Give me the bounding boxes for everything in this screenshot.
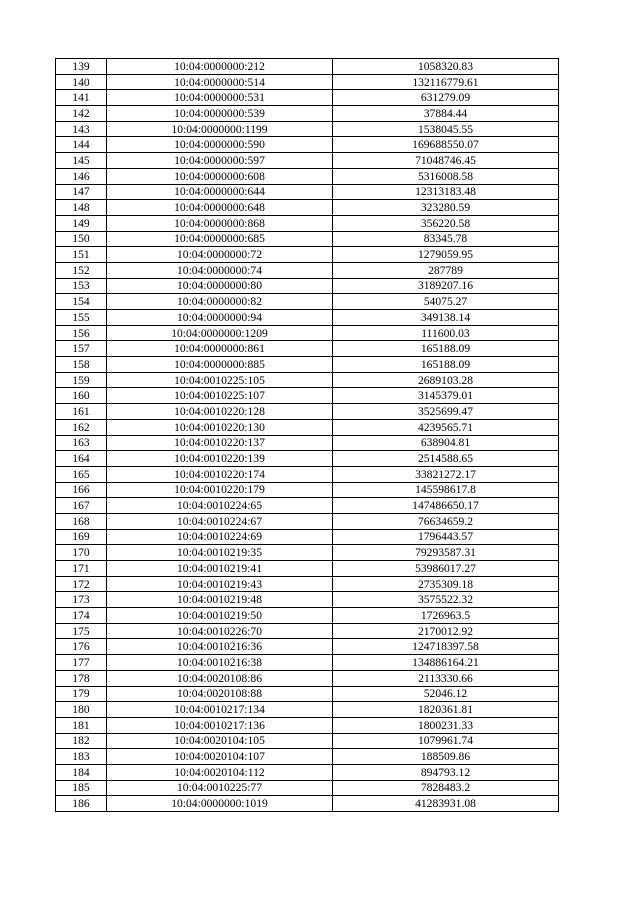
row-index-cell: 170: [56, 545, 107, 561]
table-row: [56, 796, 559, 812]
cadastral-number-cell: 10:04:0000000:539: [107, 106, 333, 122]
table-row: [56, 670, 559, 686]
amount-cell: 1079961.74: [333, 733, 559, 749]
amount-cell: 3189207.16: [333, 278, 559, 294]
table-row: [56, 262, 559, 278]
cadastral-number-cell: 10:04:0000000:608: [107, 168, 333, 184]
table-row: [56, 639, 559, 655]
row-index-cell: 156: [56, 325, 107, 341]
row-index-cell: 152: [56, 262, 107, 278]
table-row: [56, 121, 559, 137]
row-index-cell: 141: [56, 90, 107, 106]
amount-cell: 1279059.95: [333, 247, 559, 263]
cadastral-number-cell: 10:04:0010224:65: [107, 498, 333, 514]
amount-cell: 356220.58: [333, 215, 559, 231]
table-row: [56, 592, 559, 608]
row-index-cell: 151: [56, 247, 107, 263]
table-row: [56, 451, 559, 467]
amount-cell: 894793.12: [333, 764, 559, 780]
amount-cell: 1538045.55: [333, 121, 559, 137]
cadastral-number-cell: 10:04:0000000:861: [107, 341, 333, 357]
cadastral-number-cell: 10:04:0000000:1209: [107, 325, 333, 341]
amount-cell: 145598617.8: [333, 482, 559, 498]
row-index-cell: 160: [56, 388, 107, 404]
amount-cell: 1058320.83: [333, 59, 559, 75]
table-row: [56, 545, 559, 561]
amount-cell: 52046.12: [333, 686, 559, 702]
cadastral-number-cell: 10:04:0000000:94: [107, 310, 333, 326]
table-row: [56, 231, 559, 247]
row-index-cell: 183: [56, 749, 107, 765]
amount-cell: 124718397.58: [333, 639, 559, 655]
cadastral-number-cell: 10:04:0000000:80: [107, 278, 333, 294]
table-row: [56, 168, 559, 184]
amount-cell: 12313183.48: [333, 184, 559, 200]
amount-cell: 37884.44: [333, 106, 559, 122]
cadastral-number-cell: 10:04:0010225:105: [107, 372, 333, 388]
table-row: [56, 576, 559, 592]
amount-cell: 41283931.08: [333, 796, 559, 812]
table-row: [56, 90, 559, 106]
cadastral-number-cell: 10:04:0010216:36: [107, 639, 333, 655]
cadastral-number-cell: 10:04:0010220:128: [107, 404, 333, 420]
table-row: [56, 482, 559, 498]
amount-cell: 3575522.32: [333, 592, 559, 608]
row-index-cell: 174: [56, 608, 107, 624]
table-row: [56, 561, 559, 577]
row-index-cell: 173: [56, 592, 107, 608]
row-index-cell: 163: [56, 435, 107, 451]
row-index-cell: 180: [56, 702, 107, 718]
cadastral-number-cell: 10:04:0010217:136: [107, 717, 333, 733]
cadastral-number-cell: 10:04:0020104:107: [107, 749, 333, 765]
row-index-cell: 177: [56, 655, 107, 671]
table-row: [56, 215, 559, 231]
cadastral-number-cell: 10:04:0000000:644: [107, 184, 333, 200]
amount-cell: 53986017.27: [333, 561, 559, 577]
amount-cell: 83345.78: [333, 231, 559, 247]
table-row: [56, 106, 559, 122]
table-row: [56, 435, 559, 451]
row-index-cell: 154: [56, 294, 107, 310]
amount-cell: 71048746.45: [333, 153, 559, 169]
row-index-cell: 176: [56, 639, 107, 655]
table-row: [56, 294, 559, 310]
amount-cell: 1820361.81: [333, 702, 559, 718]
amount-cell: 111600.03: [333, 325, 559, 341]
table-row: [56, 702, 559, 718]
cadastral-number-cell: 10:04:0010219:50: [107, 608, 333, 624]
cadastral-number-cell: 10:04:0020108:88: [107, 686, 333, 702]
table-row: [56, 184, 559, 200]
table-row: [56, 686, 559, 702]
cadastral-number-cell: 10:04:0000000:1199: [107, 121, 333, 137]
amount-cell: 287789: [333, 262, 559, 278]
table-row: [56, 733, 559, 749]
cadastral-number-cell: 10:04:0000000:74: [107, 262, 333, 278]
row-index-cell: 139: [56, 59, 107, 75]
table-row: [56, 372, 559, 388]
row-index-cell: 169: [56, 529, 107, 545]
table-body: [56, 59, 559, 812]
row-index-cell: 147: [56, 184, 107, 200]
cadastral-number-cell: 10:04:0010217:134: [107, 702, 333, 718]
cadastral-number-cell: 10:04:0000000:1019: [107, 796, 333, 812]
row-index-cell: 140: [56, 74, 107, 90]
amount-cell: 165188.09: [333, 341, 559, 357]
row-index-cell: 158: [56, 357, 107, 373]
row-index-cell: 168: [56, 513, 107, 529]
row-index-cell: 171: [56, 561, 107, 577]
table-row: [56, 749, 559, 765]
table-row: [56, 498, 559, 514]
cadastral-number-cell: 10:04:0010225:77: [107, 780, 333, 796]
row-index-cell: 186: [56, 796, 107, 812]
cadastral-number-cell: 10:04:0000000:514: [107, 74, 333, 90]
cadastral-number-cell: 10:04:0010220:139: [107, 451, 333, 467]
amount-cell: 1726963.5: [333, 608, 559, 624]
row-index-cell: 150: [56, 231, 107, 247]
table-row: [56, 623, 559, 639]
row-index-cell: 144: [56, 137, 107, 153]
row-index-cell: 162: [56, 419, 107, 435]
row-index-cell: 153: [56, 278, 107, 294]
amount-cell: 638904.81: [333, 435, 559, 451]
amount-cell: 2689103.28: [333, 372, 559, 388]
cadastral-number-cell: 10:04:0020104:112: [107, 764, 333, 780]
row-index-cell: 142: [56, 106, 107, 122]
cadastral-number-cell: 10:04:0020104:105: [107, 733, 333, 749]
cadastral-number-cell: 10:04:0000000:648: [107, 200, 333, 216]
amount-cell: 54075.27: [333, 294, 559, 310]
cadastral-number-cell: 10:04:0000000:685: [107, 231, 333, 247]
cadastral-number-cell: 10:04:0000000:72: [107, 247, 333, 263]
row-index-cell: 149: [56, 215, 107, 231]
row-index-cell: 172: [56, 576, 107, 592]
cadastral-number-cell: 10:04:0010226:70: [107, 623, 333, 639]
amount-cell: 323280.59: [333, 200, 559, 216]
data-table: [55, 58, 559, 812]
cadastral-number-cell: 10:04:0010216:38: [107, 655, 333, 671]
cadastral-number-cell: 10:04:0020108:86: [107, 670, 333, 686]
amount-cell: 7828483.2: [333, 780, 559, 796]
table-row: [56, 608, 559, 624]
row-index-cell: 185: [56, 780, 107, 796]
amount-cell: 1796443.57: [333, 529, 559, 545]
amount-cell: 2735309.18: [333, 576, 559, 592]
amount-cell: 169688550.07: [333, 137, 559, 153]
table-row: [56, 310, 559, 326]
table-row: [56, 153, 559, 169]
table-row: [56, 59, 559, 75]
table-row: [56, 655, 559, 671]
row-index-cell: 161: [56, 404, 107, 420]
table-row: [56, 278, 559, 294]
cadastral-number-cell: 10:04:0000000:212: [107, 59, 333, 75]
cadastral-number-cell: 10:04:0000000:885: [107, 357, 333, 373]
amount-cell: 631279.09: [333, 90, 559, 106]
table-row: [56, 325, 559, 341]
cadastral-number-cell: 10:04:0010220:174: [107, 466, 333, 482]
amount-cell: 79293587.31: [333, 545, 559, 561]
row-index-cell: 164: [56, 451, 107, 467]
table-row: [56, 357, 559, 373]
amount-cell: 33821272.17: [333, 466, 559, 482]
table-row: [56, 513, 559, 529]
cadastral-number-cell: 10:04:0010224:67: [107, 513, 333, 529]
amount-cell: 5316008.58: [333, 168, 559, 184]
table-row: [56, 74, 559, 90]
row-index-cell: 178: [56, 670, 107, 686]
row-index-cell: 167: [56, 498, 107, 514]
row-index-cell: 145: [56, 153, 107, 169]
table-row: [56, 404, 559, 420]
row-index-cell: 159: [56, 372, 107, 388]
cadastral-number-cell: 10:04:0010220:130: [107, 419, 333, 435]
row-index-cell: 143: [56, 121, 107, 137]
amount-cell: 2170012.92: [333, 623, 559, 639]
cadastral-number-cell: 10:04:0000000:82: [107, 294, 333, 310]
amount-cell: 147486650.17: [333, 498, 559, 514]
table-row: [56, 419, 559, 435]
cadastral-number-cell: 10:04:0000000:597: [107, 153, 333, 169]
table-row: [56, 247, 559, 263]
table-row: [56, 780, 559, 796]
table-row: [56, 764, 559, 780]
amount-cell: 132116779.61: [333, 74, 559, 90]
cadastral-number-cell: 10:04:0010224:69: [107, 529, 333, 545]
cadastral-number-cell: 10:04:0010220:137: [107, 435, 333, 451]
table-row: [56, 137, 559, 153]
amount-cell: 188509.86: [333, 749, 559, 765]
amount-cell: 349138.14: [333, 310, 559, 326]
amount-cell: 134886164.21: [333, 655, 559, 671]
amount-cell: 4239565.71: [333, 419, 559, 435]
table-row: [56, 466, 559, 482]
row-index-cell: 175: [56, 623, 107, 639]
row-index-cell: 179: [56, 686, 107, 702]
cadastral-number-cell: 10:04:0000000:868: [107, 215, 333, 231]
cadastral-number-cell: 10:04:0010225:107: [107, 388, 333, 404]
amount-cell: 3525699.47: [333, 404, 559, 420]
table-row: [56, 529, 559, 545]
cadastral-number-cell: 10:04:0010220:179: [107, 482, 333, 498]
table-row: [56, 717, 559, 733]
row-index-cell: 146: [56, 168, 107, 184]
row-index-cell: 184: [56, 764, 107, 780]
row-index-cell: 157: [56, 341, 107, 357]
row-index-cell: 181: [56, 717, 107, 733]
row-index-cell: 148: [56, 200, 107, 216]
table-row: [56, 388, 559, 404]
amount-cell: 2113330.66: [333, 670, 559, 686]
table-row: [56, 200, 559, 216]
row-index-cell: 155: [56, 310, 107, 326]
row-index-cell: 165: [56, 466, 107, 482]
cadastral-number-cell: 10:04:0000000:531: [107, 90, 333, 106]
cadastral-number-cell: 10:04:0000000:590: [107, 137, 333, 153]
amount-cell: 1800231.33: [333, 717, 559, 733]
amount-cell: 165188.09: [333, 357, 559, 373]
cadastral-number-cell: 10:04:0010219:35: [107, 545, 333, 561]
amount-cell: 2514588.65: [333, 451, 559, 467]
cadastral-number-cell: 10:04:0010219:48: [107, 592, 333, 608]
row-index-cell: 166: [56, 482, 107, 498]
cadastral-number-cell: 10:04:0010219:41: [107, 561, 333, 577]
amount-cell: 76634659.2: [333, 513, 559, 529]
row-index-cell: 182: [56, 733, 107, 749]
amount-cell: 3145379.01: [333, 388, 559, 404]
cadastral-number-cell: 10:04:0010219:43: [107, 576, 333, 592]
table-row: [56, 341, 559, 357]
